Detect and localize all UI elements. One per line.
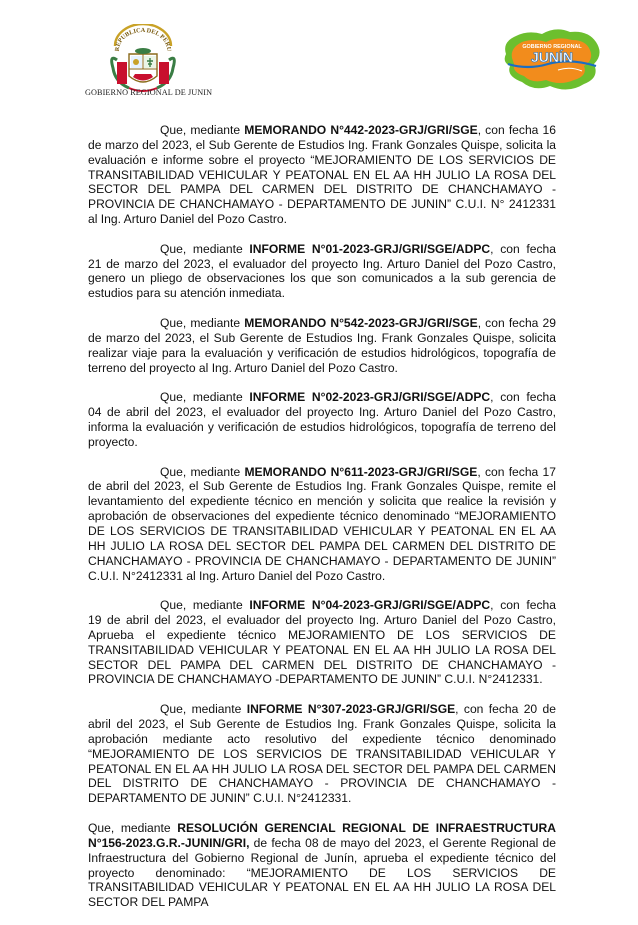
document-body [88, 123, 556, 925]
organization-name: GOBIERNO REGIONAL DE JUNIN [85, 88, 213, 97]
paragraph-7: Que, mediante INFORME N°307-2023-GRJ/GRI/SGE, con fecha 20 de abril del 2023, el Sub Gerente de Estudios Ing. Frank Gonzales Quispe, solicita la aprobación mediante acto resolutivo del expediente técnico denominado “MEJORAMIENTO DE LOS SERVICIOS DE TRANSITABILIDAD VEHICULAR Y PEATONAL EN EL AA HH JULIO LA ROSA DEL SECTOR DEL PAMPA DEL CARMEN DEL DISTRITO DE CHANCHAMAYO - PROVINCIA DE CHANCHAMAYO - DEPARTAMENTO DE JUNIN” C.U.I. N°2412331. [88, 702, 556, 806]
right-logo-name: JUNÍN [530, 49, 574, 65]
paragraph-3: Que, mediante MEMORANDO N°542-2023-GRJ/GRI/SGE, con fecha 29 de marzo del 2023, el Sub Gerente de Estudios Ing. Frank Gonzales Quispe, solicita realizar viaje para la evaluación y verificación de estudios hidrológicos, topografía de terreno del proyecto al Ing. Arturo Daniel del Pozo Castro. [88, 316, 556, 375]
paragraph-4: Que, mediante INFORME N°02-2023-GRJ/GRI/SGE/ADPC, con fecha 04 de abril del 2023, el evaluador del proyecto Ing. Arturo Daniel del Pozo Castro, informa la evaluación y verificación de estudios hidrológicos, topografía de terreno del proyecto. [88, 390, 556, 449]
paragraph-8: Que, mediante RESOLUCIÓN GERENCIAL REGIONAL DE INFRAESTRUCTURA N°156-2023.G.R.-JUNIN/GRI, de fecha 08 de mayo del 2023, el Gerente Regional de Infraestructura del Gobierno Regional de Junín, aprueba el expediente técnico del proyecto denominado: “MEJORAMIENTO DE LOS SERVICIOS DE TRANSITABILIDAD VEHICULAR Y PEATONAL EN EL AA HH JULIO LA ROSA DEL SECTOR DEL PAMPA [88, 820, 556, 910]
right-logo-title: GOBIERNO REGIONAL [522, 44, 582, 50]
junin-region-map-icon [498, 24, 606, 96]
paragraph-6: Que, mediante INFORME N°04-2023-GRJ/GRI/SGE/ADPC, con fecha 19 de abril del 2023, el evaluador del proyecto Ing. Arturo Daniel del Pozo Castro, Aprueba el expediente técnico MEJORAMIENTO DE LOS SERVICIOS DE TRANSITABILIDAD VEHICULAR Y PEATONAL EN EL AA HH JULIO LA ROSA DEL SECTOR DEL PAMPA DEL CARMEN DEL DISTRITO DE CHANCHAMAYO - PROVINCIA DE CHANCHAMAYO -DEPARTAMENTO DE JUNIN” C.U.I. N°2412331. [88, 598, 556, 687]
paragraph-2: Que, mediante INFORME N°01-2023-GRJ/GRI/SGE/ADPC, con fecha 21 de marzo del 2023, el evaluador del proyecto Ing. Arturo Daniel del Pozo Castro, genero un pliego de observaciones los que son comunicados a la sub gerencia de estudios para su atención inmediata. [88, 241, 556, 301]
paragraph-5: Que, mediante MEMORANDO N°611-2023-GRJ/GRI/SGE, con fecha 17 de abril del 2023, el Sub Gerente de Estudios Ing. Frank Gonzales Quispe, remite el levantamiento del expediente técnico en mención y solicita que realice la revisión y aprobación de observaciones del expediente técnico denominado “MEJORAMIENTO DE LOS SERVICIOS DE TRANSITABILIDAD VEHICULAR Y PEATONAL EN EL AA HH JULIO LA ROSA DEL SECTOR DEL PAMPA DEL CARMEN DEL DISTRITO DE CHANCHAMAYO - PROVINCIA DE CHANCHAMAYO - DEPARTAMENTO DE JUNIN” C.U.I. N°2412331 al Ing. Arturo Daniel del Pozo Castro. [88, 464, 556, 583]
seal-text: REPUBLICA DEL PERU [113, 26, 173, 52]
paragraph-1: Que, mediante MEMORANDO N°442-2023-GRJ/GRI/SGE, con fecha 16 de marzo del 2023, el Sub Gerente de Estudios Ing. Frank Gonzales Quispe, solicita la evaluación e informe sobre el proyecto “MEJORAMIENTO DE LOS SERVICIOS DE TRANSITABILIDAD VEHICULAR Y PEATONAL EN EL AA HH JULIO LA ROSA DEL SECTOR DEL PAMPA DEL CARMEN DEL DISTRITO DE CHANCHAMAYO - PROVINCIA DE CHANCHAMAYO - DEPARTAMENTO DE JUNIN” C.U.I. N° 2412331 al Ing. Arturo Daniel del Pozo Castro. [88, 123, 556, 227]
peru-coat-of-arms-icon [95, 24, 191, 98]
